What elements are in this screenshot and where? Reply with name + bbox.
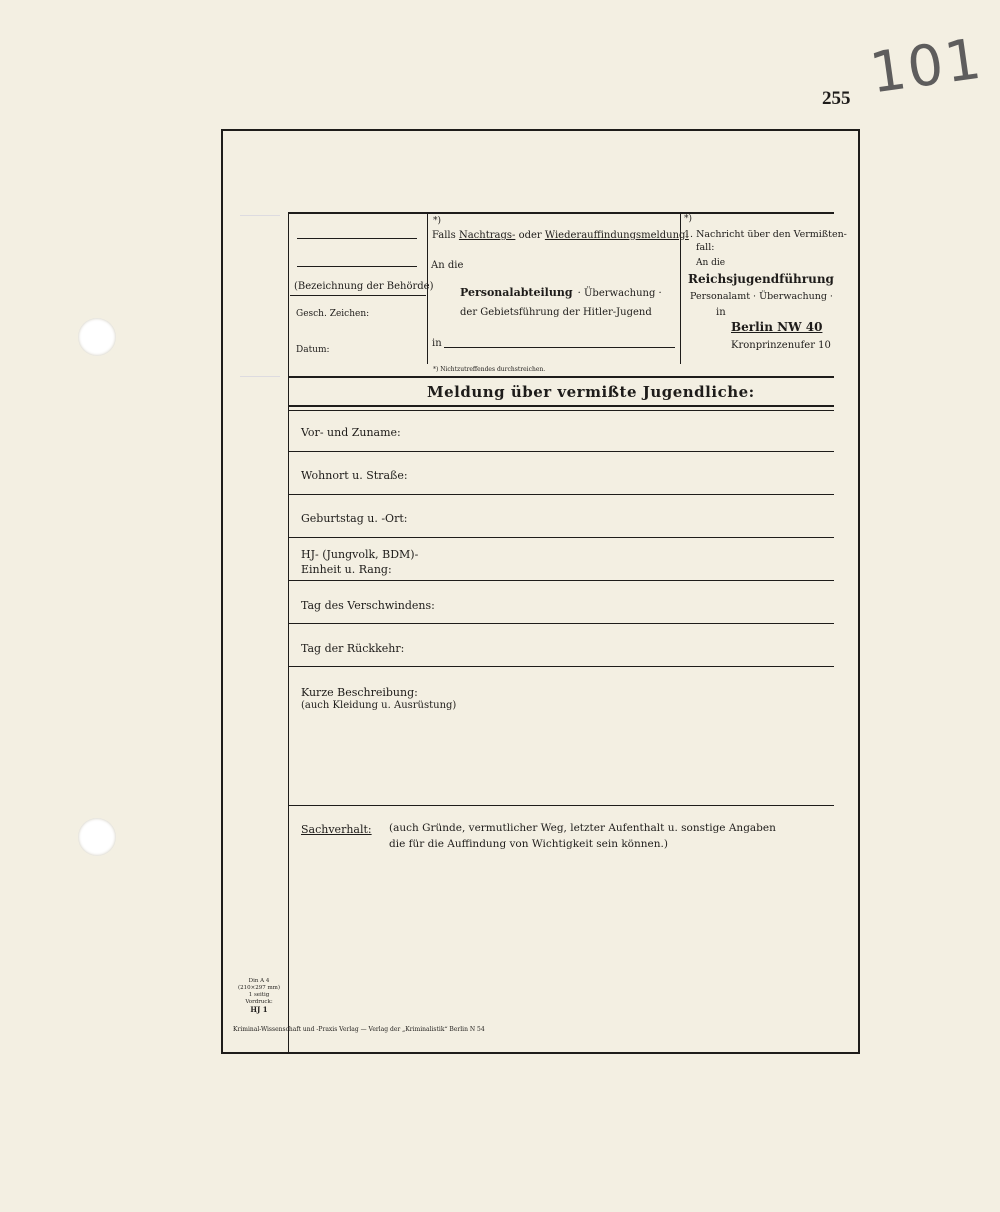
department-name: Personalabteilung	[460, 286, 573, 299]
an-die-right: An die	[696, 258, 726, 268]
residence-label: Wohnort u. Straße:	[301, 469, 408, 482]
punch-hole-bottom	[78, 818, 116, 856]
right-line-2: fall:	[696, 242, 715, 253]
name-label: Vor- und Zuname:	[301, 426, 401, 439]
unit-label-1: HJ- (Jungvolk, BDM)-	[301, 548, 419, 561]
oder-text: oder	[518, 230, 542, 241]
publisher-line: Kriminal-Wissenschaft und -Praxis Verlag — Verlag der „Kriminalistik“ Berlin N 54	[233, 1026, 485, 1033]
footnote-mark-middle: *)	[433, 216, 442, 226]
sachverhalt-label: Sachverhalt:	[301, 823, 372, 836]
format-line: Vordruck:	[245, 999, 273, 1005]
recipient-name: Reichsjugendführung	[688, 272, 834, 286]
street-line: Kronprinzenufer 10	[731, 340, 831, 351]
residence-rule	[288, 494, 834, 495]
birth-rule	[288, 537, 834, 538]
reference-label: Gesch. Zeichen:	[296, 309, 370, 319]
authority-underline	[290, 295, 426, 296]
description-label-2: (auch Kleidung u. Ausrüstung)	[301, 700, 457, 711]
disappearance-rule	[288, 623, 834, 624]
page-number: 255	[822, 88, 851, 109]
wiederauffindung-option: Wiederauffindungsmeldung:	[544, 230, 689, 241]
title-bottom-rule-2	[288, 410, 834, 411]
department-line	[460, 281, 662, 300]
in-label-middle: in	[432, 338, 442, 349]
an-die-middle: An die	[431, 260, 464, 271]
form-title: Meldung über vermißte Jugendliche:	[427, 383, 755, 401]
footnote-mark-right: *)	[684, 214, 693, 224]
name-rule	[288, 451, 834, 452]
format-line: Din A 4	[248, 978, 270, 984]
unit-rule	[288, 580, 834, 581]
form-code: HJ 1	[250, 1005, 268, 1014]
authority-line-1	[297, 238, 417, 239]
right-line-1: 1. Nachricht über den Vermißten-	[684, 229, 847, 240]
date-label: Datum:	[296, 345, 330, 355]
disappearance-label: Tag des Verschwindens:	[301, 599, 435, 612]
unit-label-2: Einheit u. Rang:	[301, 563, 392, 576]
falls-text: Falls	[432, 230, 456, 241]
footnote-text: *) Nichtzutreffendes durchstreichen.	[433, 366, 546, 373]
city-line: Berlin NW 40	[731, 320, 823, 334]
in-label-right: in	[716, 307, 726, 318]
handwritten-note: 101	[866, 26, 987, 107]
birth-label: Geburtstag u. -Ort:	[301, 512, 408, 525]
leadership-text: der Gebietsführung der Hitler-Jugend	[460, 307, 652, 318]
format-line: 1 seitig	[248, 992, 270, 998]
title-bottom-rule-1	[288, 405, 834, 407]
format-block	[234, 978, 284, 1013]
description-label-1: Kurze Beschreibung:	[301, 686, 418, 699]
department-sub: · Überwachung ·	[577, 288, 662, 299]
sachverhalt-line-2: die für die Auffindung von Wichtigkeit sein können.)	[389, 838, 668, 850]
description-rule	[288, 805, 834, 806]
title-top-rule	[288, 376, 834, 378]
punch-hole-top	[78, 318, 116, 356]
sachverhalt-line-1: (auch Gründe, vermutlicher Weg, letzter Aufenthalt u. sonstige Angaben	[389, 822, 776, 834]
office-name: Personalamt · Überwachung ·	[690, 291, 833, 302]
format-line: (210×297 mm)	[237, 985, 281, 991]
in-line-middle	[444, 347, 675, 348]
notice-type-line	[432, 230, 689, 241]
authority-line-2	[297, 266, 417, 267]
form-left-rule	[288, 212, 289, 1052]
form-frame	[221, 129, 860, 1054]
nachtrags-option: Nachtrags-	[458, 230, 516, 241]
authority-label: (Bezeichnung der Behörde)	[294, 281, 434, 292]
return-rule	[288, 666, 834, 667]
return-label: Tag der Rückkehr:	[301, 642, 405, 655]
header-top-rule	[288, 212, 834, 214]
